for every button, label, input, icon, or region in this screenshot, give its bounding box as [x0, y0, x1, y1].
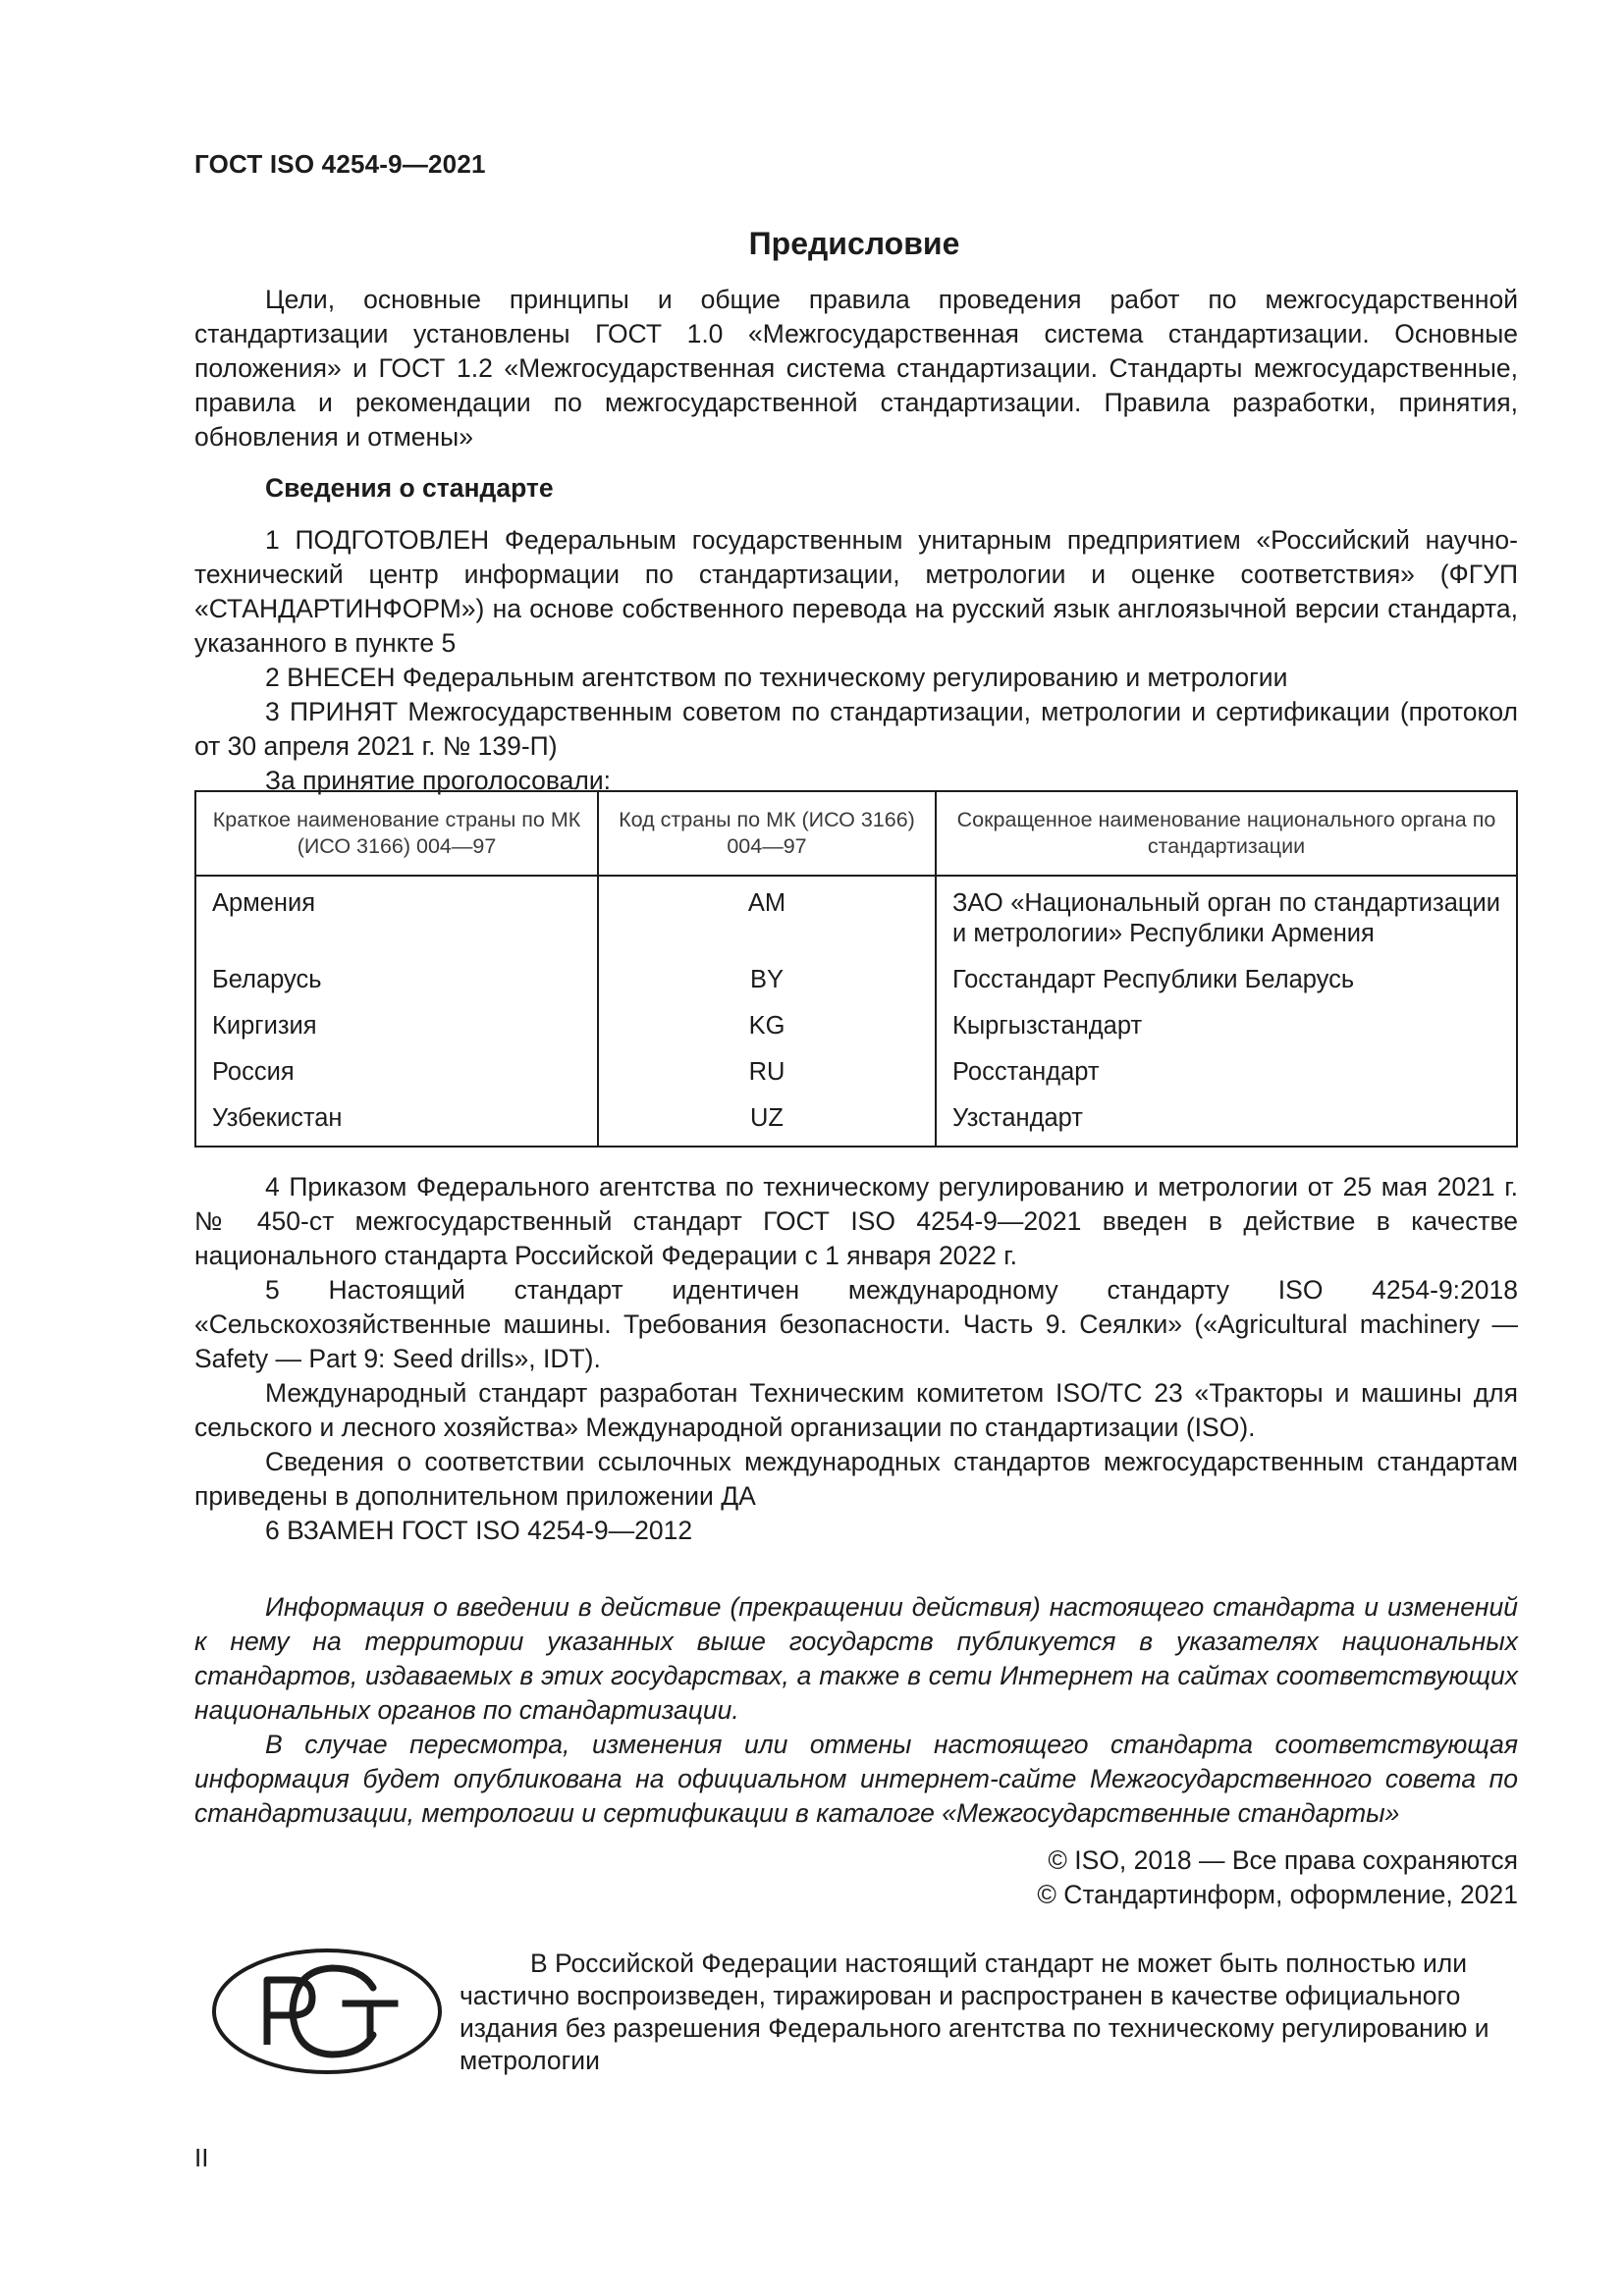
country-cell: Киргизия	[212, 1012, 317, 1040]
code-cell: RU	[598, 1049, 936, 1095]
copyright-iso: © ISO, 2018 — Все права сохраняются	[1048, 1845, 1518, 1875]
info-item-5: 5 Настоящий стандарт идентичен международному стандарту ISO 4254-9:2018 «Сельскохозяйственные машины. Требования безопасности. Часть 9. Сеялки» («Agricultural machinery — Safety — Part 9: Seed drills», IDT).	[194, 1275, 1518, 1373]
info-item-5-references: Сведения о соответствии ссылочных международных стандартов межгосударственным стандартам приведены в дополнительном приложении ДА	[194, 1447, 1518, 1511]
country-cell: Узбекистан	[212, 1104, 343, 1132]
standard-info-heading: Сведения о стандарте	[265, 473, 554, 503]
copyright-standartinform: © Стандартинформ, оформление, 2021	[1037, 1880, 1518, 1909]
column-header-code: Код страны по МК (ИСО 3166) 004—97	[598, 791, 936, 876]
info-item-6: 6 ВЗАМЕН ГОСТ ISO 4254-9—2012	[265, 1516, 693, 1545]
document-code-header: ГОСТ ISO 4254-9—2021	[194, 149, 486, 179]
reproduction-notice: В Российской Федерации настоящий стандарт не может быть полностью или частично воспроизведен, тиражирован и распространен в качестве официального издания без разрешения Федерального агентства по техническому регулированию и метрологии	[460, 1949, 1489, 2075]
voted-label: За принятие проголосовали:	[265, 766, 612, 795]
organization-cell: Росстандарт	[936, 1049, 1517, 1095]
info-item-2: 2 ВНЕСЕН Федеральным агентством по техническому регулированию и метрологии	[265, 663, 1288, 692]
legal-paragraph-1: Информация о введении в действие (прекращении действия) настоящего стандарта и изменений к нему на территории указанных выше государств публикуется в указателях национальных стандартов, издаваемых в этих государствах, а также в сети Интернет на сайтах соответствующих национальных органов по стандартизации.	[194, 1592, 1518, 1725]
table-header-row	[195, 791, 1517, 876]
page-title: Предисловие	[748, 226, 960, 261]
table-row	[195, 1003, 1517, 1049]
table-row	[195, 876, 1517, 957]
country-cell: Беларусь	[212, 966, 322, 993]
table-row	[195, 957, 1517, 1003]
page-number: II	[194, 2143, 209, 2172]
voting-countries-table	[194, 790, 1518, 1148]
legal-paragraph-2: В случае пересмотра, изменения или отмены настоящего стандарта соответствующая информация будет опубликована на официальном интернет-сайте Межгосударственного совета по стандартизации, метрологии и сертификации в каталоге «Межгосударственные стандарты»	[194, 1730, 1518, 1828]
intro-paragraph: Цели, основные принципы и общие правила проведения работ по межгосударственной стандартизации установлены ГОСТ 1.0 «Межгосударственная система стандартизации. Основные положения» и ГОСТ 1.2 «Межгосударственная система стандартизации. Стандарты межгосударственные, правила и рекомендации по межгосударственной стандартизации. Правила разработки, принятия, обновления и отмены»	[194, 285, 1518, 452]
foreword-intro	[194, 283, 1518, 454]
column-header-country: Краткое наименование страны по МК (ИСО 3166) 004—97	[195, 791, 598, 876]
copyright-block	[1037, 1843, 1518, 1912]
standard-info-section	[194, 471, 1518, 798]
code-cell: UZ	[598, 1095, 936, 1147]
rst-certification-mark-icon	[210, 1947, 444, 2076]
info-item-1: 1 ПОДГОТОВЛЕН Федеральным государственным унитарным предприятием «Российский научно-технический центр информации по стандартизации, метрологии и оценке соответствия» (ФГУП «СТАНДАРТИНФОРМ») на основе собственного перевода на русский язык англоязычной версии стандарта, указанного в пункте 5	[194, 525, 1518, 658]
organization-cell: Узстандарт	[936, 1095, 1517, 1147]
organization-cell: Госстандарт Республики Беларусь	[936, 957, 1517, 1003]
info-item-5-committee: Международный стандарт разработан Техническим комитетом ISO/TC 23 «Тракторы и машины для сельского и лесного хозяйства» Международной организации по стандартизации (ISO).	[194, 1378, 1518, 1442]
table-row	[195, 1095, 1517, 1147]
code-cell: AM	[598, 876, 936, 957]
organization-cell: ЗАО «Национальный орган по стандартизации и метрологии» Республики Армения	[936, 876, 1517, 957]
column-header-organization: Сокращенное наименование национального органа по стандартизации	[936, 791, 1517, 876]
table-row	[195, 1049, 1517, 1095]
code-cell: BY	[598, 957, 936, 1003]
legal-info-section	[194, 1590, 1518, 1831]
code-cell: KG	[598, 1003, 936, 1049]
organization-cell: Кыргызстандарт	[936, 1003, 1517, 1049]
info-item-4: 4 Приказом Федерального агентства по техническому регулированию и метрологии от 25 мая 2021 г. № 450-ст межгосударственный стандарт ГОСТ ISO 4254-9—2021 введен в действие в качестве национального стандарта Российской Федерации с 1 января 2022 г.	[194, 1172, 1518, 1270]
info-item-3: 3 ПРИНЯТ Межгосударственным советом по стандартизации, метрологии и сертификации (протокол от 30 апреля 2021 г. № 139-П)	[194, 697, 1518, 761]
enactment-section	[194, 1170, 1518, 1548]
country-cell: Армения	[212, 889, 316, 917]
country-cell: Россия	[212, 1058, 295, 1086]
